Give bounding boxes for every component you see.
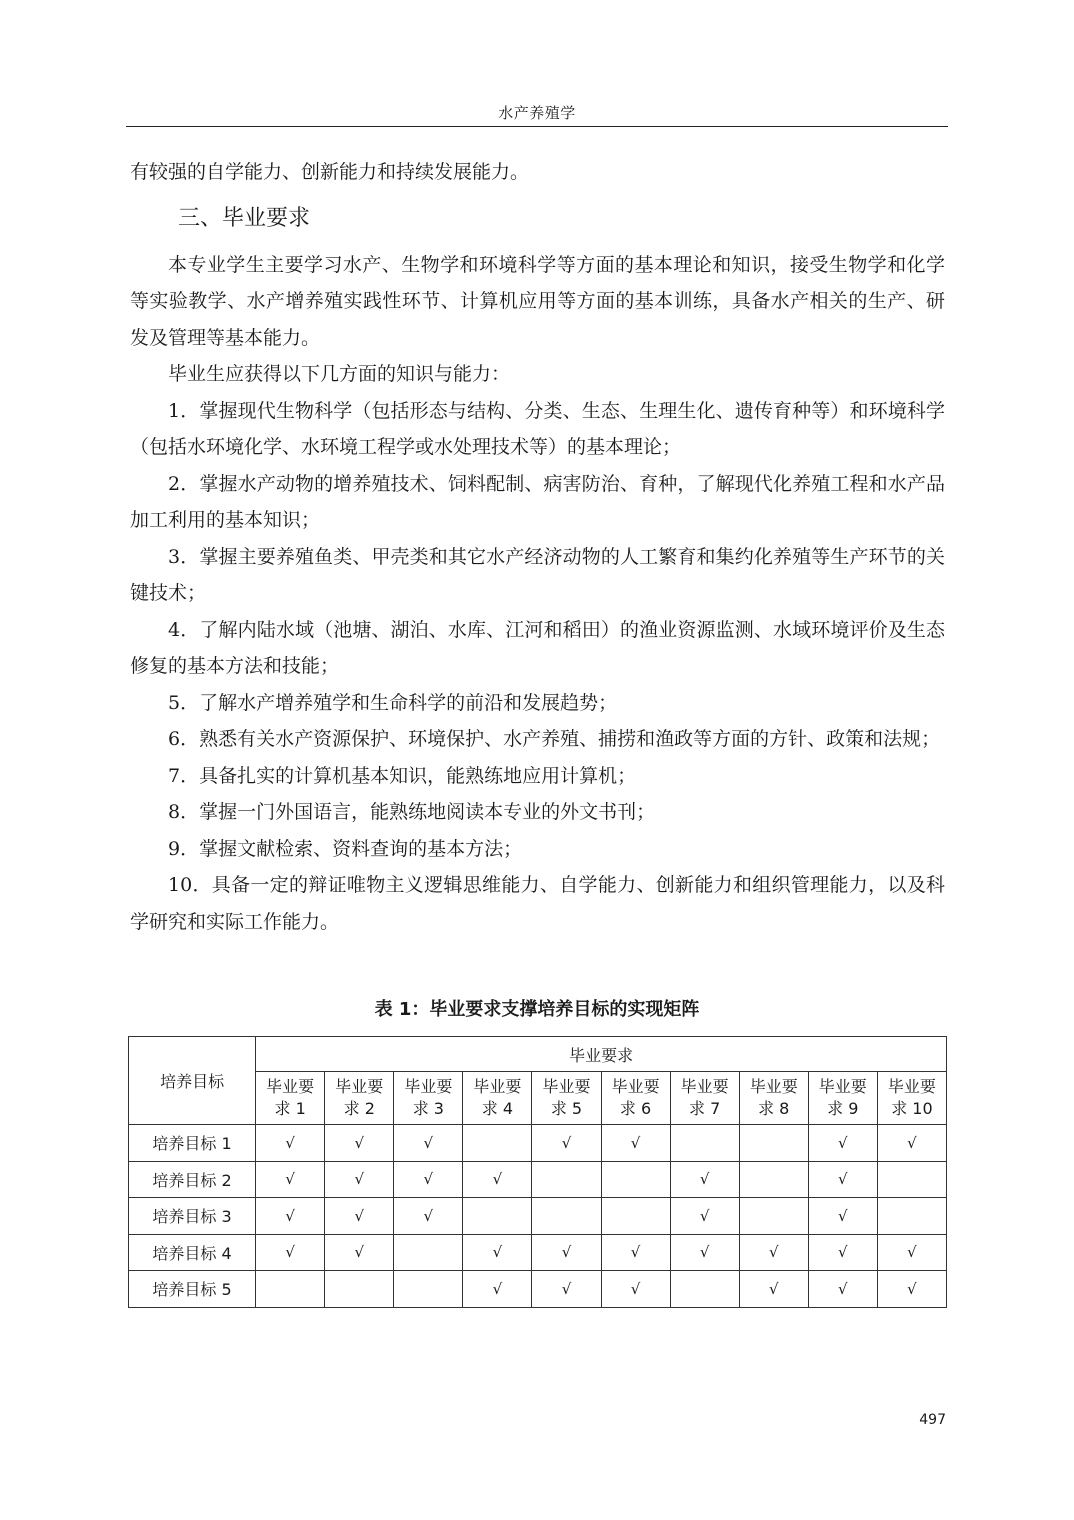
requirement-item: 7．具备扎实的计算机基本知识，能熟练地应用计算机； — [168, 764, 637, 787]
corner-header: 培养目标 — [129, 1037, 256, 1125]
requirement-header-line: 求 3 — [412, 1099, 444, 1118]
requirement-header-line: 求 1 — [274, 1099, 306, 1118]
requirement-item: 1．掌握现代生物科学（包括形态与结构、分类、生态、生理生化、遗传育种等）和环境科学（包括水环境化学、水环境工程学或水处理技术等）的基本理论； — [130, 399, 945, 458]
matrix-cell: √ — [877, 1125, 946, 1162]
requirement-header — [739, 1072, 808, 1125]
requirement-header-line: 求 2 — [343, 1099, 375, 1118]
table-header-row — [129, 1037, 947, 1072]
requirement-header-line: 求 6 — [619, 1099, 652, 1118]
matrix-cell: √ — [739, 1234, 808, 1271]
requirement-header-line: 毕业要 — [611, 1077, 660, 1096]
requirement-header-line: 毕业要 — [335, 1077, 384, 1096]
matrix-cell: √ — [325, 1161, 394, 1198]
requirement-header-line: 毕业要 — [404, 1077, 453, 1096]
section-heading: 三、毕业要求 — [178, 205, 311, 231]
requirement-header-line: 毕业要 — [542, 1077, 591, 1096]
matrix-cell: √ — [532, 1271, 601, 1308]
page-number: 497 — [919, 1412, 946, 1428]
matrix-cell: √ — [394, 1198, 463, 1235]
requirement-header — [601, 1072, 670, 1125]
matrix-cell: √ — [394, 1161, 463, 1198]
matrix-cell — [256, 1271, 325, 1308]
requirements-matrix-table — [128, 1036, 947, 1308]
matrix-cell — [670, 1125, 739, 1162]
matrix-cell: √ — [877, 1234, 946, 1271]
requirement-header-line: 毕业要 — [680, 1077, 729, 1096]
matrix-cell: √ — [601, 1271, 670, 1308]
matrix-cell: √ — [463, 1234, 532, 1271]
requirement-header-line: 毕业要 — [473, 1077, 522, 1096]
table-row — [129, 1198, 947, 1235]
header-rule — [126, 126, 948, 127]
matrix-body — [129, 1125, 947, 1308]
matrix-cell: √ — [808, 1161, 877, 1198]
matrix-cell — [739, 1125, 808, 1162]
requirement-header-line: 毕业要 — [266, 1077, 315, 1096]
matrix-cell — [463, 1198, 532, 1235]
requirement-header — [463, 1072, 532, 1125]
matrix-cell: √ — [601, 1125, 670, 1162]
matrix-cell — [670, 1271, 739, 1308]
matrix-cell — [739, 1161, 808, 1198]
matrix-cell — [601, 1198, 670, 1235]
requirement-header-line: 求 10 — [891, 1099, 933, 1118]
requirement-item: 5．了解水产增养殖学和生命科学的前沿和发展趋势； — [168, 691, 618, 714]
table-caption: 表 1：毕业要求支撑培养目标的实现矩阵 — [374, 999, 700, 1020]
matrix-cell: √ — [670, 1161, 739, 1198]
requirement-header-line: 毕业要 — [749, 1077, 798, 1096]
matrix-cell: √ — [877, 1271, 946, 1308]
requirement-header-line: 求 8 — [758, 1099, 790, 1118]
matrix-cell: √ — [463, 1161, 532, 1198]
objective-label: 培养目标 5 — [129, 1271, 256, 1308]
requirement-header-line: 求 9 — [827, 1099, 859, 1118]
requirement-header-line: 毕业要 — [887, 1077, 936, 1096]
running-title: 水产养殖学 — [498, 104, 576, 122]
matrix-cell: √ — [808, 1234, 877, 1271]
matrix-cell: √ — [670, 1198, 739, 1235]
lead-paragraph: 毕业生应获得以下几方面的知识与能力： — [168, 363, 511, 385]
matrix-cell: √ — [256, 1198, 325, 1235]
matrix-cell: √ — [808, 1271, 877, 1308]
requirement-header-line: 求 4 — [481, 1099, 514, 1118]
matrix-cell — [394, 1271, 463, 1308]
matrix-cell: √ — [325, 1234, 394, 1271]
body-text — [130, 154, 945, 940]
objective-label: 培养目标 3 — [129, 1198, 256, 1235]
requirement-item: 3．掌握主要养殖鱼类、甲壳类和其它水产经济动物的人工繁育和集约化养殖等生产环节的关键技术； — [130, 545, 945, 604]
requirement-item: 9．掌握文献检索、资料查询的基本方法； — [168, 837, 523, 860]
requirement-item: 10．具备一定的辩证唯物主义逻辑思维能力、自学能力、创新能力和组织管理能力，以及科学研究和实际工作能力。 — [130, 874, 945, 933]
matrix-cell — [877, 1198, 946, 1235]
table-row — [129, 1125, 947, 1162]
matrix-cell: √ — [463, 1271, 532, 1308]
matrix-cell: √ — [808, 1125, 877, 1162]
matrix-cell — [325, 1271, 394, 1308]
group-header: 毕业要求 — [256, 1037, 947, 1072]
requirement-item: 6．熟悉有关水产资源保护、环境保护、水产养殖、捕捞和渔政等方面的方针、政策和法规； — [168, 728, 941, 750]
table-row — [129, 1271, 947, 1308]
matrix-cell: √ — [808, 1198, 877, 1235]
matrix-cell: √ — [256, 1125, 325, 1162]
objective-label: 培养目标 4 — [129, 1234, 256, 1271]
requirement-header — [256, 1072, 325, 1125]
matrix-cell — [394, 1234, 463, 1271]
matrix-cell: √ — [670, 1234, 739, 1271]
requirement-header — [877, 1072, 946, 1125]
objective-label: 培养目标 2 — [129, 1161, 256, 1198]
matrix-cell: √ — [739, 1271, 808, 1308]
intro-paragraph: 本专业学生主要学习水产、生物学和环境科学等方面的基本理论和知识，接受生物学和化学等实验教学、水产增养殖实践性环节、计算机应用等方面的基本训练，具备水产相关的生产、研发及管理等基本能力。 — [130, 253, 945, 349]
matrix-cell: √ — [532, 1234, 601, 1271]
matrix-cell: √ — [325, 1125, 394, 1162]
requirement-header-line: 求 5 — [550, 1099, 583, 1118]
continuation-paragraph: 有较强的自学能力、创新能力和持续发展能力。 — [130, 161, 530, 183]
table-row — [129, 1161, 947, 1198]
matrix-cell: √ — [256, 1234, 325, 1271]
table-row — [129, 1234, 947, 1271]
requirement-item: 4．了解内陆水域（池塘、湖泊、水库、江河和稻田）的渔业资源监测、水域环境评价及生态修复的基本方法和技能； — [130, 618, 945, 677]
requirement-header — [394, 1072, 463, 1125]
requirement-header — [808, 1072, 877, 1125]
matrix-cell: √ — [325, 1198, 394, 1235]
matrix-cell: √ — [394, 1125, 463, 1162]
matrix-cell — [532, 1161, 601, 1198]
requirement-header-line: 求 7 — [689, 1099, 721, 1118]
matrix-cell — [601, 1161, 670, 1198]
objective-label: 培养目标 1 — [129, 1125, 256, 1162]
matrix-cell: √ — [601, 1234, 670, 1271]
requirement-header — [325, 1072, 394, 1125]
requirement-item: 8．掌握一门外国语言，能熟练地阅读本专业的外文书刊； — [168, 801, 656, 823]
requirement-header — [532, 1072, 601, 1125]
matrix-cell — [739, 1198, 808, 1235]
requirement-header — [670, 1072, 739, 1125]
requirement-item: 2．掌握水产动物的增养殖技术、饲料配制、病害防治、育种，了解现代化养殖工程和水产品加工利用的基本知识； — [130, 472, 945, 531]
matrix-cell — [463, 1125, 532, 1162]
matrix-cell — [877, 1161, 946, 1198]
matrix-cell — [532, 1198, 601, 1235]
matrix-cell: √ — [256, 1161, 325, 1198]
requirement-header-line: 毕业要 — [818, 1077, 867, 1096]
matrix-cell: √ — [532, 1125, 601, 1162]
